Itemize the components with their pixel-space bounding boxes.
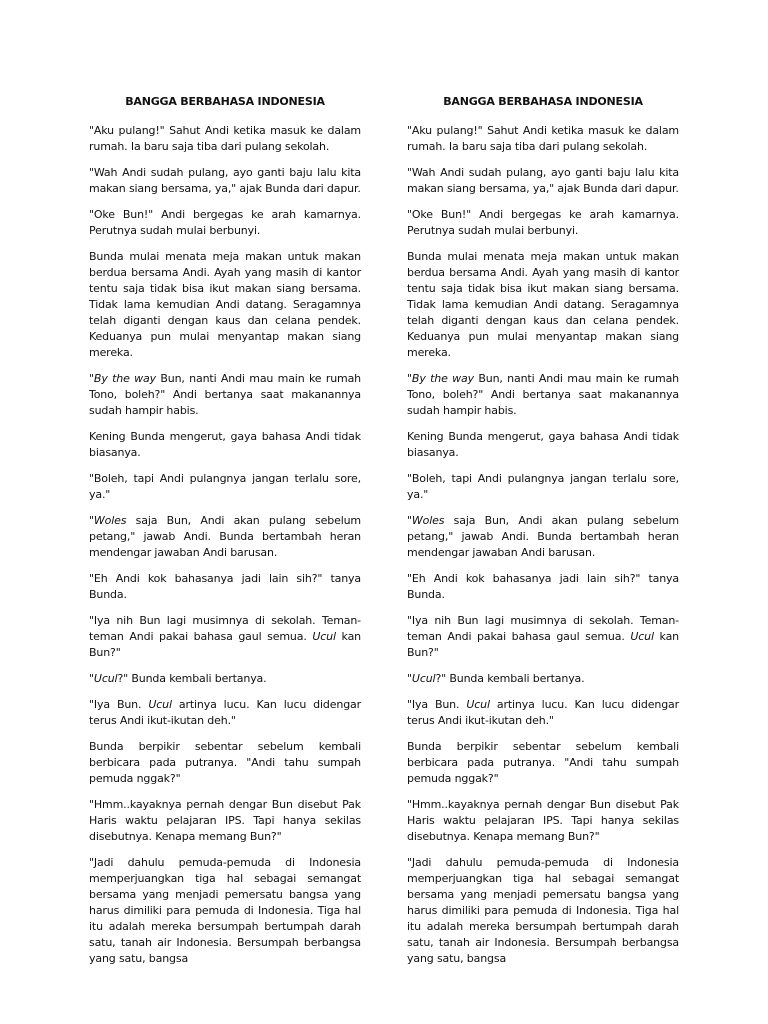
paragraph-text: "Oke Bun!" Andi bergegas ke arah kamarnya. Perutnya sudah mulai berbunyi. bbox=[89, 208, 361, 237]
paragraph-text: Kening Bunda mengerut, gaya bahasa Andi tidak biasanya. bbox=[89, 430, 361, 459]
paragraph-text: "Eh Andi kok bahasanya jadi lain sih?" tanya Bunda. bbox=[407, 572, 679, 601]
italic-term: By the way bbox=[93, 372, 156, 385]
paragraph bbox=[89, 371, 361, 419]
paragraph-text: artinya lucu. Kan lucu didengar terus Andi ikut-ikutan deh." bbox=[407, 698, 679, 727]
paragraph-text: Bun, nanti Andi mau main ke rumah Tono, boleh?" Andi bertanya saat makanannya sudah hampir habis. bbox=[407, 372, 680, 417]
paragraph-text: " bbox=[89, 372, 94, 385]
paragraph-text: "Oke Bun!" Andi bergegas ke arah kamarnya. Perutnya sudah mulai berbunyi. bbox=[407, 208, 679, 237]
italic-term: Ucul bbox=[312, 630, 336, 643]
paragraph-text: Bunda mulai menata meja makan untuk makan berdua bersama Andi. Ayah yang masih di kantor tentu saja tidak bisa ikut makan siang bersama. Tidak lama kemudian Andi datang. Seragamnya telah diganti dengan kaus dan celana pendek. Keduanya pun mulai menyantap makan siang mereka. bbox=[89, 250, 361, 359]
italic-term: Ucul bbox=[93, 672, 118, 685]
paragraph-text: "Hmm..kayaknya pernah dengar Bun disebut Pak Haris waktu pelajaran IPS. Tapi hanya sekilas disebutnya. Kenapa memang Bun?" bbox=[407, 798, 679, 843]
paragraph bbox=[89, 739, 361, 787]
paragraph-text: kan Bun?" bbox=[407, 630, 679, 659]
paragraph-text: Bunda berpikir sebentar sebelum kembali berbicara pada putranya. "Andi tahu sumpah pemuda nggak?" bbox=[407, 740, 679, 785]
paragraph bbox=[89, 697, 361, 729]
paragraph bbox=[407, 613, 679, 661]
paragraph-text: saja Bun, Andi akan pulang sebelum petang," jawab Andi. Bunda bertambah heran mendengar jawaban Andi barusan. bbox=[89, 514, 361, 559]
paragraph-text: ?" Bunda kembali bertanya. bbox=[117, 672, 267, 685]
italic-term: By the way bbox=[411, 372, 474, 385]
paragraph-text: " bbox=[407, 514, 412, 527]
paragraph-text: " bbox=[89, 514, 94, 527]
paragraph bbox=[89, 571, 361, 603]
paragraph-text: "Jadi dahulu pemuda-pemuda di Indonesia memperjuangkan tiga hal sebagai semangat bersama yang menjadi pemersatu bangsa yang harus dimiliki para pemuda di Indonesia. Tiga hal itu adalah mereka bersumpah bertumpah darah satu, tanah air Indonesia. Bersumpah berbangsa yang satu, bangsa bbox=[89, 856, 361, 965]
paragraph bbox=[89, 855, 361, 967]
paragraph-text: "Wah Andi sudah pulang, ayo ganti baju lalu kita makan siang bersama, ya," ajak Bunda dari dapur. bbox=[407, 166, 679, 195]
paragraph-text: " bbox=[407, 672, 412, 685]
paragraph-text: Bunda berpikir sebentar sebelum kembali berbicara pada putranya. "Andi tahu sumpah pemuda nggak?" bbox=[89, 740, 361, 785]
paragraph bbox=[89, 613, 361, 661]
paragraph bbox=[89, 471, 361, 503]
paragraph-text: "Jadi dahulu pemuda-pemuda di Indonesia memperjuangkan tiga hal sebagai semangat bersama yang menjadi pemersatu bangsa yang harus dimiliki para pemuda di Indonesia. Tiga hal itu adalah mereka bersumpah bertumpah darah satu, tanah air Indonesia. Bersumpah berbangsa yang satu, bangsa bbox=[407, 856, 679, 965]
paragraph-text: kan Bun?" bbox=[89, 630, 361, 659]
paragraph-text: " bbox=[89, 672, 94, 685]
italic-term: Ucul bbox=[411, 672, 436, 685]
paragraph bbox=[407, 123, 679, 155]
paragraph-text: "Hmm..kayaknya pernah dengar Bun disebut Pak Haris waktu pelajaran IPS. Tapi hanya sekilas disebutnya. Kenapa memang Bun?" bbox=[89, 798, 361, 843]
document-title: BANGGA BERBAHASA INDONESIA bbox=[125, 95, 325, 108]
document-title: BANGGA BERBAHASA INDONESIA bbox=[443, 95, 643, 108]
italic-term: Woles bbox=[411, 514, 445, 527]
paragraph bbox=[407, 855, 679, 967]
paragraph-text: "Iya nih Bun lagi musimnya di sekolah. Teman-teman Andi pakai bahasa gaul semua. bbox=[407, 614, 679, 643]
paragraph-text: "Iya nih Bun lagi musimnya di sekolah. Teman-teman Andi pakai bahasa gaul semua. bbox=[89, 614, 361, 643]
paragraph bbox=[89, 671, 361, 687]
paragraph bbox=[407, 697, 679, 729]
left-text-column bbox=[89, 94, 361, 977]
paragraph bbox=[89, 249, 361, 361]
italic-term: Woles bbox=[93, 514, 127, 527]
paragraph bbox=[407, 371, 679, 419]
paragraph bbox=[89, 207, 361, 239]
paragraph-list bbox=[89, 123, 361, 967]
italic-term: Ucul bbox=[630, 630, 654, 643]
paragraph bbox=[89, 513, 361, 561]
paragraph bbox=[407, 571, 679, 603]
paragraph bbox=[89, 797, 361, 845]
italic-term: Ucul bbox=[466, 698, 490, 711]
paragraph bbox=[89, 165, 361, 197]
paragraph bbox=[407, 671, 679, 687]
paragraph-text: "Boleh, tapi Andi pulangnya jangan terlalu sore, ya." bbox=[407, 472, 679, 501]
paragraph bbox=[89, 123, 361, 155]
paragraph-text: Kening Bunda mengerut, gaya bahasa Andi tidak biasanya. bbox=[407, 430, 679, 459]
paragraph-text: "Iya Bun. bbox=[407, 698, 467, 711]
paragraph-text: " bbox=[407, 372, 412, 385]
paragraph bbox=[407, 249, 679, 361]
italic-term: Ucul bbox=[148, 698, 172, 711]
paragraph-text: ?" Bunda kembali bertanya. bbox=[435, 672, 585, 685]
paragraph bbox=[407, 207, 679, 239]
paragraph bbox=[407, 165, 679, 197]
paragraph-text: artinya lucu. Kan lucu didengar terus Andi ikut-ikutan deh." bbox=[89, 698, 361, 727]
paragraph-text: "Boleh, tapi Andi pulangnya jangan terlalu sore, ya." bbox=[89, 472, 361, 501]
paragraph bbox=[407, 513, 679, 561]
paragraph bbox=[407, 429, 679, 461]
paragraph-text: "Eh Andi kok bahasanya jadi lain sih?" tanya Bunda. bbox=[89, 572, 361, 601]
paragraph bbox=[407, 797, 679, 845]
paragraph-text: "Iya Bun. bbox=[89, 698, 149, 711]
paragraph-text: saja Bun, Andi akan pulang sebelum petang," jawab Andi. Bunda bertambah heran mendengar jawaban Andi barusan. bbox=[407, 514, 679, 559]
paragraph-text: "Wah Andi sudah pulang, ayo ganti baju lalu kita makan siang bersama, ya," ajak Bunda dari dapur. bbox=[89, 166, 361, 195]
paragraph-list bbox=[407, 123, 679, 967]
paragraph bbox=[407, 739, 679, 787]
paragraph-text: "Aku pulang!" Sahut Andi ketika masuk ke dalam rumah. Ia baru saja tiba dari pulang sekolah. bbox=[407, 124, 679, 153]
paragraph-text: Bunda mulai menata meja makan untuk makan berdua bersama Andi. Ayah yang masih di kantor tentu saja tidak bisa ikut makan siang bersama. Tidak lama kemudian Andi datang. Seragamnya telah diganti dengan kaus dan celana pendek. Keduanya pun mulai menyantap makan siang mereka. bbox=[407, 250, 679, 359]
right-text-column bbox=[407, 94, 679, 977]
paragraph-text: Bun, nanti Andi mau main ke rumah Tono, boleh?" Andi bertanya saat makanannya sudah hampir habis. bbox=[89, 372, 362, 417]
paragraph-text: "Aku pulang!" Sahut Andi ketika masuk ke dalam rumah. Ia baru saja tiba dari pulang sekolah. bbox=[89, 124, 361, 153]
paragraph bbox=[407, 471, 679, 503]
paragraph bbox=[89, 429, 361, 461]
